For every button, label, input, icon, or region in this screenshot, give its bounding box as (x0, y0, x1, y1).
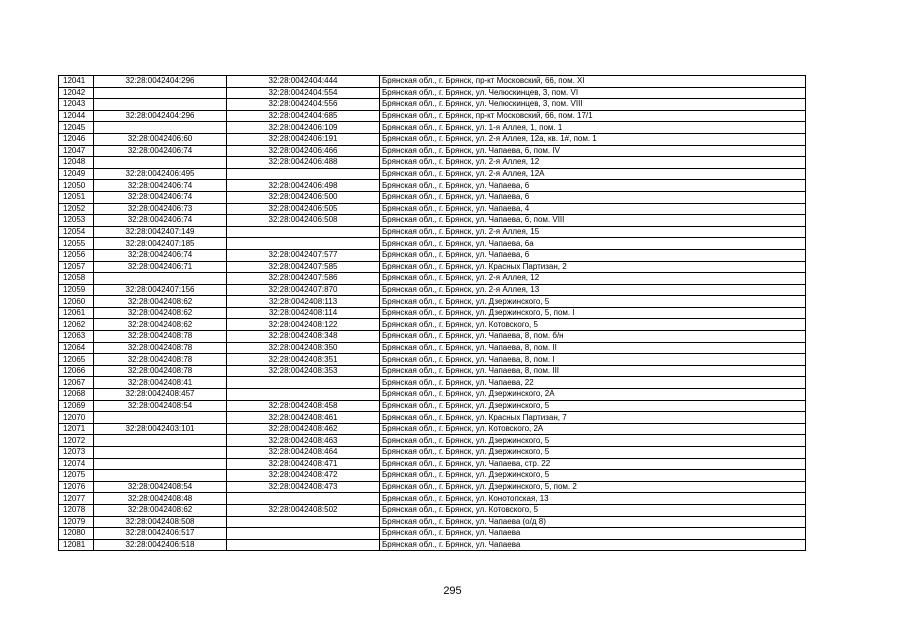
object-number-cell: 32:28:0042408:122 (227, 319, 380, 331)
row-number-cell: 12067 (59, 377, 94, 389)
object-number-cell (227, 539, 380, 551)
land-parcel-number-cell (94, 87, 227, 99)
row-number-cell: 12059 (59, 284, 94, 296)
table-row (59, 342, 806, 354)
row-number-cell: 12052 (59, 203, 94, 215)
table-row (59, 389, 806, 401)
table-row (59, 226, 806, 238)
address-cell: Брянская обл., г. Брянск, ул. Котовского, 5 (380, 319, 806, 331)
row-number-cell: 12060 (59, 296, 94, 308)
table-row (59, 493, 806, 505)
row-number-cell: 12051 (59, 191, 94, 203)
row-number-cell: 12071 (59, 423, 94, 435)
row-number-cell: 12080 (59, 528, 94, 540)
land-parcel-number-cell: 32:28:0042408:508 (94, 516, 227, 528)
address-cell: Брянская обл., г. Брянск, ул. 2-я Аллея, 12 (380, 157, 806, 169)
table-row (59, 284, 806, 296)
table-row (59, 412, 806, 424)
land-parcel-number-cell: 32:28:0042408:78 (94, 331, 227, 343)
object-number-cell: 32:28:0042406:505 (227, 203, 380, 215)
table-row (59, 296, 806, 308)
object-number-cell: 32:28:0042406:508 (227, 215, 380, 227)
row-number-cell: 12054 (59, 226, 94, 238)
table-row (59, 168, 806, 180)
land-parcel-number-cell (94, 99, 227, 111)
land-parcel-number-cell: 32:28:0042406:518 (94, 539, 227, 551)
land-parcel-number-cell: 32:28:0042407:156 (94, 284, 227, 296)
address-cell: Брянская обл., г. Брянск, ул. Чапаева, 6 (380, 191, 806, 203)
object-number-cell: 32:28:0042408:472 (227, 470, 380, 482)
table-row (59, 435, 806, 447)
row-number-cell: 12073 (59, 447, 94, 459)
object-number-cell: 32:28:0042407:586 (227, 273, 380, 285)
land-parcel-number-cell: 32:28:0042407:185 (94, 238, 227, 250)
address-cell: Брянская обл., г. Брянск, ул. Дзержинского, 5 (380, 400, 806, 412)
table-row (59, 331, 806, 343)
land-parcel-number-cell: 32:28:0042408:62 (94, 319, 227, 331)
land-parcel-number-cell (94, 273, 227, 285)
row-number-cell: 12058 (59, 273, 94, 285)
row-number-cell: 12046 (59, 133, 94, 145)
land-parcel-number-cell: 32:28:0042408:62 (94, 296, 227, 308)
row-number-cell: 12050 (59, 180, 94, 192)
table-row (59, 481, 806, 493)
address-cell: Брянская обл., г. Брянск, ул. Челюскинцев, 3, пом. VIII (380, 99, 806, 111)
land-parcel-number-cell: 32:28:0042404:296 (94, 110, 227, 122)
table-row (59, 87, 806, 99)
object-number-cell (227, 493, 380, 505)
land-parcel-number-cell: 32:28:0042406:74 (94, 191, 227, 203)
row-number-cell: 12076 (59, 481, 94, 493)
object-number-cell: 32:28:0042408:353 (227, 365, 380, 377)
address-cell: Брянская обл., г. Брянск, ул. Дзержинского, 5 (380, 296, 806, 308)
table-row (59, 447, 806, 459)
table-row (59, 261, 806, 273)
object-number-cell: 32:28:0042408:461 (227, 412, 380, 424)
land-parcel-number-cell: 32:28:0042406:74 (94, 249, 227, 261)
row-number-cell: 12044 (59, 110, 94, 122)
table-row (59, 354, 806, 366)
object-number-cell (227, 389, 380, 401)
table-row (59, 110, 806, 122)
address-cell: Брянская обл., г. Брянск, пр-кт Московский, 66, пом. 17/1 (380, 110, 806, 122)
address-cell: Брянская обл., г. Брянск, ул. Котовского, 2А (380, 423, 806, 435)
row-number-cell: 12066 (59, 365, 94, 377)
object-number-cell (227, 226, 380, 238)
address-cell: Брянская обл., г. Брянск, ул. Чапаева, 8, пом. II (380, 342, 806, 354)
land-parcel-number-cell: 32:28:0042408:62 (94, 504, 227, 516)
address-cell: Брянская обл., г. Брянск, пр-кт Московский, 66, пом. XI (380, 76, 806, 88)
row-number-cell: 12057 (59, 261, 94, 273)
table-row (59, 458, 806, 470)
row-number-cell: 12063 (59, 331, 94, 343)
table-row (59, 215, 806, 227)
table-row (59, 470, 806, 482)
land-parcel-number-cell: 32:28:0042403:101 (94, 423, 227, 435)
address-cell: Брянская обл., г. Брянск, ул. Красных Партизан, 7 (380, 412, 806, 424)
row-number-cell: 12045 (59, 122, 94, 134)
row-number-cell: 12081 (59, 539, 94, 551)
table-row (59, 191, 806, 203)
row-number-cell: 12065 (59, 354, 94, 366)
address-cell: Брянская обл., г. Брянск, ул. Чапаева, 6 (380, 249, 806, 261)
address-cell: Брянская обл., г. Брянск, ул. Котовского, 5 (380, 504, 806, 516)
land-parcel-number-cell: 32:28:0042406:73 (94, 203, 227, 215)
address-cell: Брянская обл., г. Брянск, ул. Чапаева, 6, пом. IV (380, 145, 806, 157)
land-parcel-number-cell: 32:28:0042408:78 (94, 342, 227, 354)
object-number-cell: 32:28:0042404:685 (227, 110, 380, 122)
object-number-cell: 32:28:0042408:463 (227, 435, 380, 447)
object-number-cell: 32:28:0042407:577 (227, 249, 380, 261)
cadastral-table (58, 75, 806, 551)
table-row (59, 319, 806, 331)
object-number-cell: 32:28:0042404:554 (227, 87, 380, 99)
object-number-cell: 32:28:0042408:350 (227, 342, 380, 354)
row-number-cell: 12043 (59, 99, 94, 111)
address-cell: Брянская обл., г. Брянск, ул. 2-я Аллея, 12А (380, 168, 806, 180)
row-number-cell: 12061 (59, 307, 94, 319)
address-cell: Брянская обл., г. Брянск, ул. Чапаева (о/д 8) (380, 516, 806, 528)
land-parcel-number-cell (94, 435, 227, 447)
row-number-cell: 12049 (59, 168, 94, 180)
row-number-cell: 12047 (59, 145, 94, 157)
object-number-cell: 32:28:0042408:471 (227, 458, 380, 470)
row-number-cell: 12075 (59, 470, 94, 482)
address-cell: Брянская обл., г. Брянск, ул. Чапаева, 6а (380, 238, 806, 250)
object-number-cell: 32:28:0042408:473 (227, 481, 380, 493)
object-number-cell: 32:28:0042406:191 (227, 133, 380, 145)
address-cell: Брянская обл., г. Брянск, ул. Чапаева, 8, пом. б/н (380, 331, 806, 343)
table-row (59, 307, 806, 319)
address-cell: Брянская обл., г. Брянск, ул. Красных Партизан, 2 (380, 261, 806, 273)
table-row (59, 423, 806, 435)
table-row (59, 238, 806, 250)
row-number-cell: 12077 (59, 493, 94, 505)
row-number-cell: 12062 (59, 319, 94, 331)
row-number-cell: 12056 (59, 249, 94, 261)
object-number-cell: 32:28:0042408:351 (227, 354, 380, 366)
object-number-cell (227, 516, 380, 528)
address-cell: Брянская обл., г. Брянск, ул. Чапаева, стр. 22 (380, 458, 806, 470)
land-parcel-number-cell: 32:28:0042406:74 (94, 145, 227, 157)
land-parcel-number-cell (94, 470, 227, 482)
object-number-cell: 32:28:0042407:870 (227, 284, 380, 296)
address-cell: Брянская обл., г. Брянск, ул. Чапаева, 8, пом. III (380, 365, 806, 377)
table-row (59, 203, 806, 215)
object-number-cell: 32:28:0042406:498 (227, 180, 380, 192)
land-parcel-number-cell: 32:28:0042408:457 (94, 389, 227, 401)
land-parcel-number-cell: 32:28:0042406:74 (94, 215, 227, 227)
row-number-cell: 12042 (59, 87, 94, 99)
table-row (59, 249, 806, 261)
land-parcel-number-cell: 32:28:0042406:60 (94, 133, 227, 145)
object-number-cell: 32:28:0042408:502 (227, 504, 380, 516)
address-cell: Брянская обл., г. Брянск, ул. Чапаева, 4 (380, 203, 806, 215)
land-parcel-number-cell: 32:28:0042408:62 (94, 307, 227, 319)
land-parcel-number-cell: 32:28:0042408:78 (94, 365, 227, 377)
address-cell: Брянская обл., г. Брянск, ул. 2-я Аллея, 15 (380, 226, 806, 238)
row-number-cell: 12055 (59, 238, 94, 250)
address-cell: Брянская обл., г. Брянск, ул. Дзержинского, 5 (380, 435, 806, 447)
object-number-cell: 32:28:0042408:114 (227, 307, 380, 319)
address-cell: Брянская обл., г. Брянск, ул. Дзержинского, 5, пом. 2 (380, 481, 806, 493)
address-cell: Брянская обл., г. Брянск, ул. Чапаева, 6 (380, 180, 806, 192)
table-row (59, 145, 806, 157)
address-cell: Брянская обл., г. Брянск, ул. Дзержинского, 5 (380, 447, 806, 459)
object-number-cell (227, 168, 380, 180)
table-row (59, 377, 806, 389)
table-row (59, 99, 806, 111)
object-number-cell: 32:28:0042406:109 (227, 122, 380, 134)
object-number-cell (227, 238, 380, 250)
row-number-cell: 12069 (59, 400, 94, 412)
address-cell: Брянская обл., г. Брянск, ул. 2-я Аллея, 12а, кв. 1#, пом. 1 (380, 133, 806, 145)
object-number-cell: 32:28:0042408:348 (227, 331, 380, 343)
address-cell: Брянская обл., г. Брянск, ул. 2-я Аллея, 13 (380, 284, 806, 296)
table-row (59, 400, 806, 412)
object-number-cell: 32:28:0042406:488 (227, 157, 380, 169)
address-cell: Брянская обл., г. Брянск, ул. Дзержинского, 5, пом. I (380, 307, 806, 319)
row-number-cell: 12048 (59, 157, 94, 169)
object-number-cell: 32:28:0042404:444 (227, 76, 380, 88)
address-cell: Брянская обл., г. Брянск, ул. 2-я Аллея, 12 (380, 273, 806, 285)
table-row (59, 76, 806, 88)
table-row (59, 157, 806, 169)
page-number: 295 (443, 585, 462, 597)
land-parcel-number-cell (94, 157, 227, 169)
land-parcel-number-cell: 32:28:0042408:41 (94, 377, 227, 389)
land-parcel-number-cell: 32:28:0042406:495 (94, 168, 227, 180)
row-number-cell: 12070 (59, 412, 94, 424)
row-number-cell: 12078 (59, 504, 94, 516)
address-cell: Брянская обл., г. Брянск, ул. Дзержинского, 2А (380, 389, 806, 401)
address-cell: Брянская обл., г. Брянск, ул. Конотопская, 13 (380, 493, 806, 505)
table-row (59, 528, 806, 540)
object-number-cell: 32:28:0042406:466 (227, 145, 380, 157)
table-row (59, 273, 806, 285)
table-row (59, 504, 806, 516)
table-row (59, 133, 806, 145)
row-number-cell: 12041 (59, 76, 94, 88)
land-parcel-number-cell (94, 412, 227, 424)
row-number-cell: 12068 (59, 389, 94, 401)
address-cell: Брянская обл., г. Брянск, ул. Челюскинцев, 3, пом. VI (380, 87, 806, 99)
table-row (59, 180, 806, 192)
address-cell: Брянская обл., г. Брянск, ул. Чапаева (380, 539, 806, 551)
table-row (59, 122, 806, 134)
land-parcel-number-cell: 32:28:0042408:54 (94, 400, 227, 412)
table-row (59, 516, 806, 528)
land-parcel-number-cell (94, 458, 227, 470)
address-cell: Брянская обл., г. Брянск, ул. 1-я Аллея, 1, пом. 1 (380, 122, 806, 134)
table-body (59, 76, 806, 551)
address-cell: Брянская обл., г. Брянск, ул. Дзержинского, 5 (380, 470, 806, 482)
row-number-cell: 12072 (59, 435, 94, 447)
land-parcel-number-cell: 32:28:0042406:71 (94, 261, 227, 273)
address-cell: Брянская обл., г. Брянск, ул. Чапаева (380, 528, 806, 540)
object-number-cell: 32:28:0042404:556 (227, 99, 380, 111)
object-number-cell (227, 377, 380, 389)
land-parcel-number-cell (94, 122, 227, 134)
object-number-cell: 32:28:0042408:462 (227, 423, 380, 435)
table-row (59, 539, 806, 551)
row-number-cell: 12053 (59, 215, 94, 227)
address-cell: Брянская обл., г. Брянск, ул. Чапаева, 8, пом. I (380, 354, 806, 366)
address-cell: Брянская обл., г. Брянск, ул. Чапаева, 6, пом. VIII (380, 215, 806, 227)
address-cell: Брянская обл., г. Брянск, ул. Чапаева, 22 (380, 377, 806, 389)
row-number-cell: 12079 (59, 516, 94, 528)
land-parcel-number-cell: 32:28:0042408:78 (94, 354, 227, 366)
land-parcel-number-cell: 32:28:0042408:48 (94, 493, 227, 505)
object-number-cell: 32:28:0042406:500 (227, 191, 380, 203)
land-parcel-number-cell (94, 447, 227, 459)
land-parcel-number-cell: 32:28:0042406:517 (94, 528, 227, 540)
object-number-cell: 32:28:0042408:113 (227, 296, 380, 308)
land-parcel-number-cell: 32:28:0042407:149 (94, 226, 227, 238)
row-number-cell: 12064 (59, 342, 94, 354)
object-number-cell (227, 528, 380, 540)
table-row (59, 365, 806, 377)
object-number-cell: 32:28:0042408:464 (227, 447, 380, 459)
row-number-cell: 12074 (59, 458, 94, 470)
land-parcel-number-cell: 32:28:0042404:296 (94, 76, 227, 88)
land-parcel-number-cell: 32:28:0042408:54 (94, 481, 227, 493)
object-number-cell: 32:28:0042407:585 (227, 261, 380, 273)
object-number-cell: 32:28:0042408:458 (227, 400, 380, 412)
land-parcel-number-cell: 32:28:0042406:74 (94, 180, 227, 192)
